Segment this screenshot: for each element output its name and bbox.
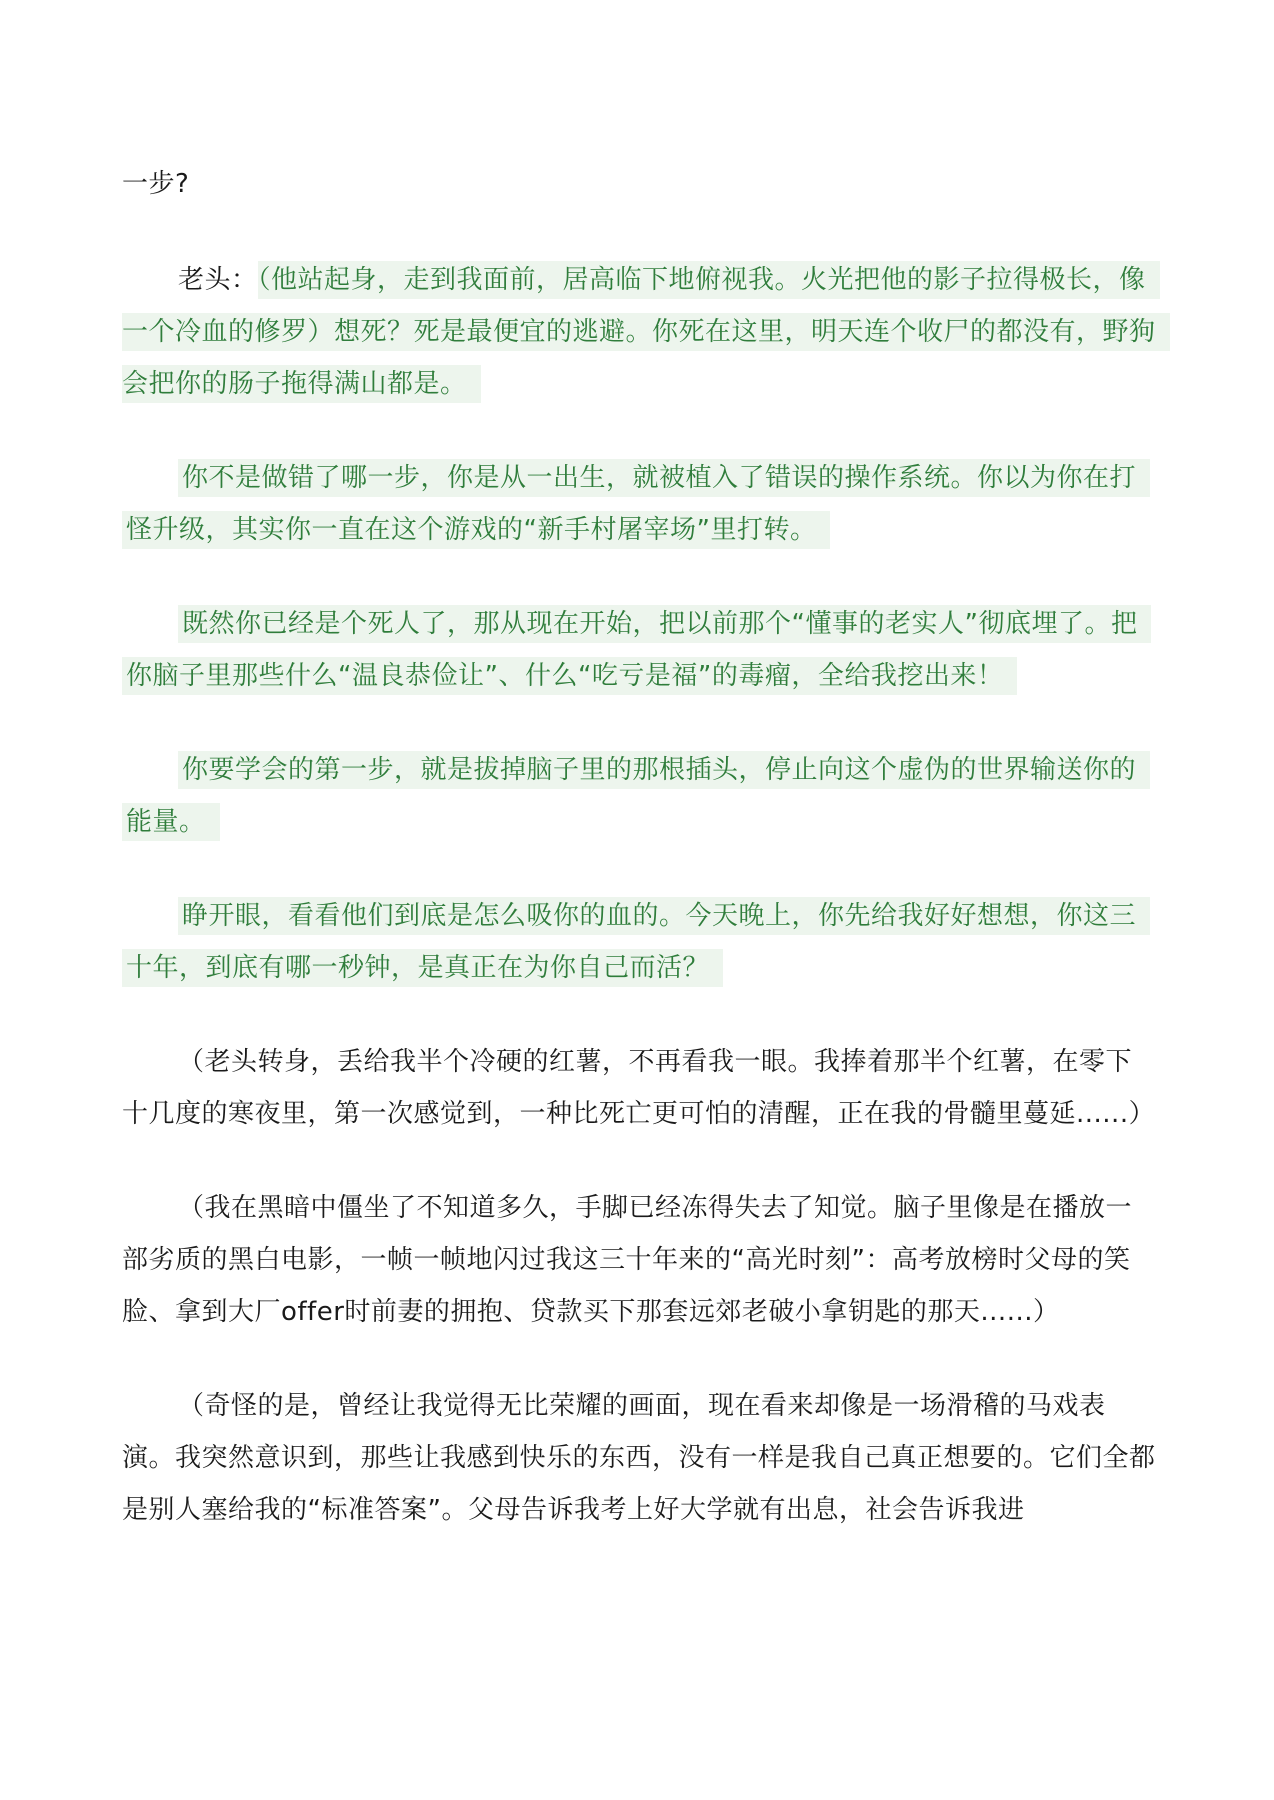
paragraph-text: （老头转身，丢给我半个冷硬的红薯，不再看我一眼。我捧着那半个红薯，在零下十几度的寒夜里，第一次感觉到，一种比死亡更可怕的清醒，正在我的骨髓里蔓延......）	[122, 1047, 1156, 1129]
document-body	[122, 158, 1157, 1578]
paragraph-open-eyes	[122, 890, 1157, 994]
paragraph-old-man-speech	[122, 254, 1157, 410]
paragraph-text: （我在黑暗中僵坐了不知道多久，手脚已经冻得失去了知觉。脑子里像是在播放一部劣质的黑白电影，一帧一帧地闪过我这三十年来的“高光时刻”：高考放榜时父母的笑脸、拿到大厂offer时前妻的拥抱、贷款买下那套远郊老破小拿钥匙的那天......）	[122, 1193, 1133, 1327]
paragraph-bury-old-self	[122, 598, 1157, 702]
highlighted-text: 你不是做错了哪一步，你是从一出生，就被植入了错误的操作系统。你以为你在打怪升级，其实你一直在这个游戏的“新手村屠宰场”里打转。	[122, 459, 1150, 549]
paragraph-narration-standard-answer	[122, 1380, 1157, 1536]
highlighted-text: （他站起身，走到我面前，居高临下地俯视我。火光把他的影子拉得极长，像一个冷血的修罗）想死？死是最便宜的逃避。你死在这里，明天连个收尸的都没有，野狗会把你的肠子拖得满山都是。	[122, 261, 1170, 403]
paragraph-operating-system	[122, 452, 1157, 556]
paragraph-first-step	[122, 744, 1157, 848]
paragraph-continuation	[122, 158, 1157, 210]
paragraph-text: 一步?	[122, 169, 190, 199]
paragraph-narration-sweet-potato	[122, 1036, 1157, 1140]
highlighted-text: 你要学会的第一步，就是拔掉脑子里的那根插头，停止向这个虚伪的世界输送你的能量。	[122, 751, 1150, 841]
highlighted-text: 睁开眼，看看他们到底是怎么吸你的血的。今天晚上，你先给我好好想想，你这三十年，到底有哪一秒钟，是真正在为你自己而活？	[122, 897, 1150, 987]
speaker-label: 老头：	[178, 265, 258, 295]
highlighted-text: 既然你已经是个死人了，那从现在开始，把以前那个“懂事的老实人”彻底埋了。把你脑子里那些什么“温良恭俭让”、什么“吃亏是福”的毒瘤，全给我挖出来！	[122, 605, 1151, 695]
paragraph-narration-memories	[122, 1182, 1157, 1338]
paragraph-text: （奇怪的是，曾经让我觉得无比荣耀的画面，现在看来却像是一场滑稽的马戏表演。我突然意识到，那些让我感到快乐的东西，没有一样是我自己真正想要的。它们全都是别人塞给我的“标准答案”。父母告诉我考上好大学就有出息，社会告诉我进	[122, 1391, 1156, 1525]
